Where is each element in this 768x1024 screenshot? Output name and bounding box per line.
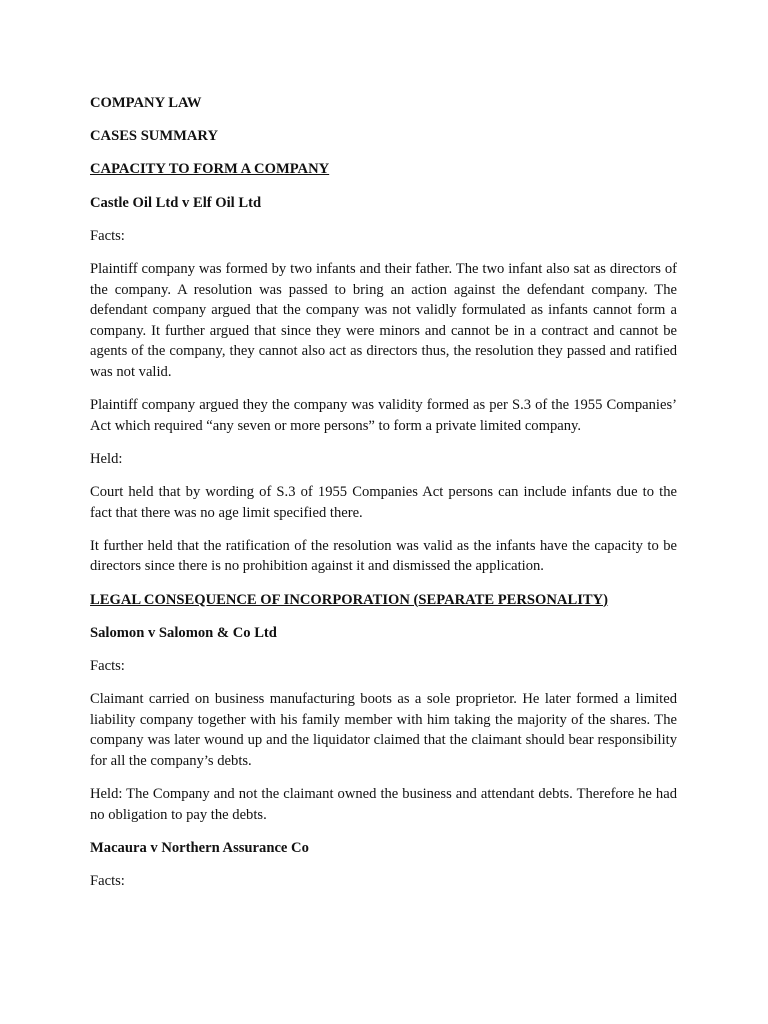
facts-label: Facts: [90, 873, 125, 890]
held-paragraph: Held: The Company and not the claimant owned the business and attendant debts. Therefore he had no obligation to pay the debts. [90, 786, 677, 823]
case-name: Salomon v Salomon & Co Ltd [90, 624, 277, 641]
document-subtitle: CASES SUMMARY [90, 128, 219, 145]
facts-label: Facts: [90, 658, 125, 674]
held-paragraph: Court held that by wording of S.3 of 1955 Companies Act persons can include infants due to the fact that there was no age limit specified there. [90, 484, 677, 521]
facts-paragraph: Plaintiff company argued they the company was validity formed as per S.3 of the 1955 Companies’ Act which required “any seven or more persons” to form a private limited company. [90, 397, 677, 434]
case-name: Castle Oil Ltd v Elf Oil Ltd [90, 194, 262, 211]
facts-paragraph: Plaintiff company was formed by two infants and their father. The two infant also sat as directors of the company. A resolution was passed to bring an action against the defendant company. The defendant company argued that the company was not validly formulated as infants cannot form a company. It further argued that since they were minors and cannot be in a contract and cannot be agents of the company, they cannot also act as directors thus, the resolution they passed and ratified was not valid. [90, 260, 677, 380]
facts-label: Facts: [90, 227, 125, 244]
document-title: COMPANY LAW [90, 95, 202, 111]
section-heading: CAPACITY TO FORM A COMPANY [90, 161, 330, 178]
section-heading: LEGAL CONSEQUENCE OF INCORPORATION (SEPARATE PERSONALITY) [90, 591, 609, 608]
case-name: Macaura v Northern Assurance Co [90, 839, 309, 856]
held-paragraph: It further held that the ratification of the resolution was valid as the infants have the capacity to be directors since there is no prohibition against it and dismissed the application. [90, 537, 677, 575]
held-label: Held: [90, 450, 123, 467]
facts-paragraph: Claimant carried on business manufacturing boots as a sole proprietor. He later formed a limited liability company together with his family member with him taking the majority of the shares. The company was later wound up and the liquidator claimed that the claimant should bear responsibility for all the company’s debts. [90, 691, 677, 769]
